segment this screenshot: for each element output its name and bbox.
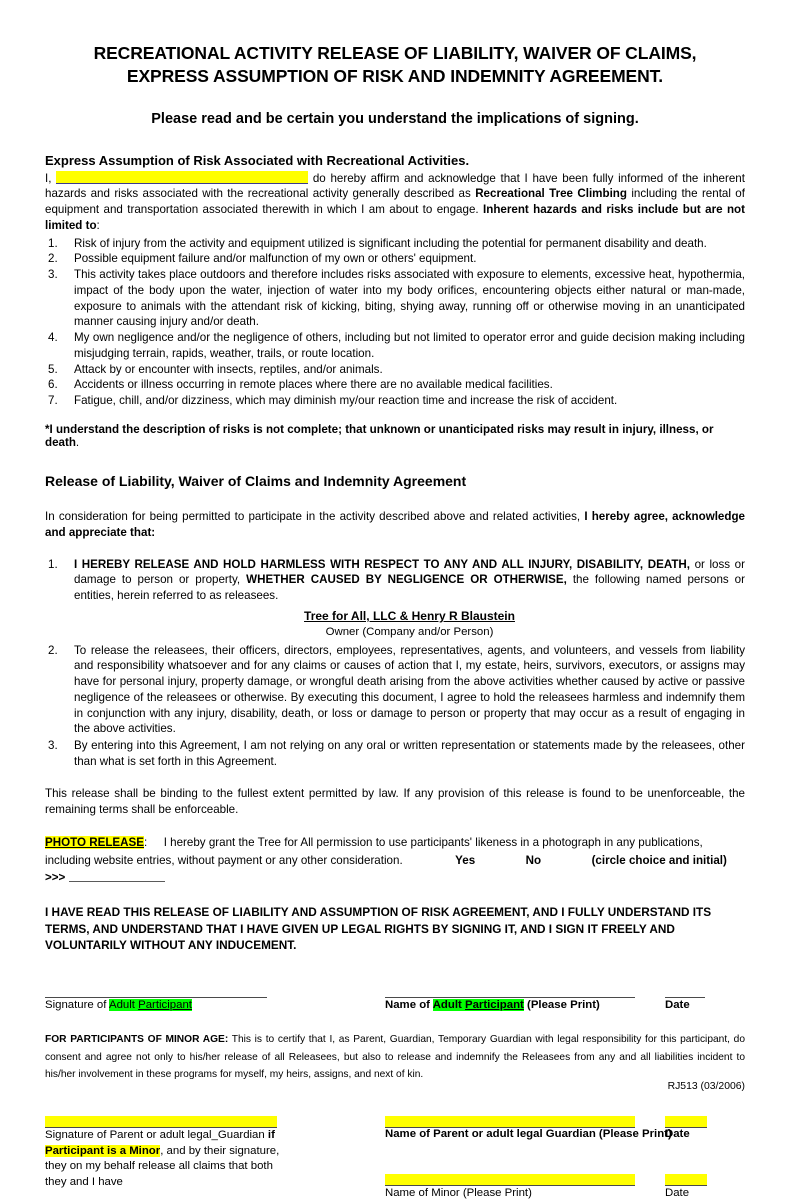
guardian-sig-label-highlight: Participant is a Minor [45,1144,161,1157]
releasee-caption: Owner (Company and/or Person) [325,626,494,639]
guardian-name-highlight-bar[interactable] [385,1116,635,1127]
guardian-labels-area [45,1128,745,1202]
risk-item: Accidents or illness occurring in remote places where there are no available medical facilities. [74,378,553,392]
adult-sig-hl-word-2: Participant [138,999,192,1012]
intro-continued: including the rental of equipment and transportation associated therewith in which I am about to engage. [45,187,745,217]
risk-item: Risk of injury from the activity and equipment utilized is significant including the potential for permanent disability and death. [74,236,707,250]
photo-release-instruction: (circle choice and initial) >>> [45,853,727,885]
risk-item: My own negligence and/or the negligence of others, including but not limited to operator error and guide decision making including misjudging terrain, rapids, weather, trails, or route location. [74,331,745,360]
section-heading-risk: Express Assumption of Risk Associated with Recreational Activities. [45,152,470,168]
participant-name-blank[interactable] [56,171,308,184]
guardian-sig-label-if: if [267,1128,275,1141]
intro-bold-tail: Inherent hazards and risks include but are not limited to [45,203,745,232]
minor-notice-body: This is to certify that I, as Parent, Guardian, Temporary Guardian with legal responsibility for this participant, do consent and agree not only to his/her release of all Releasees, but also to release and indemnify the Releasees from any and all liabilities incident to his/her involvement in these programs for myself, my heirs, assigns, and next of kin. [45,1034,745,1081]
guardian-signature-row [45,1102,745,1128]
release-item-1 [45,557,745,641]
adult-name-label-prefix: Name of [385,999,430,1012]
consideration-part-b: I hereby agree, acknowledge and appreciate that: [45,510,745,539]
adult-name-hl-word-1: Adult [432,999,462,1012]
risk-disclaimer-text: *I understand the description of risks is not complete; that unknown or unanticipated risks may result in injury, illness, or death [45,423,714,450]
acknowledgement-paragraph: I HAVE READ THIS RELEASE OF LIABILITY AND ASSUMPTION OF RISK AGREEMENT, AND I FULLY UNDERSTAND ITS TERMS, AND UNDERSTAND THAT I HAVE GIVEN UP LEGAL RIGHTS BY SIGNING IT, AND I SIGN IT FREELY AND VOLUNTARILY WITHOUT ANY INDUCEMENT. [45,905,712,953]
risk-disclaimer-period: . [75,436,80,450]
adult-date-field[interactable] [665,997,705,1011]
guardian-sig-label-lead: Signature of Parent or adult legal_Guardian [45,1128,265,1141]
release-list [45,557,745,770]
photo-release-text: I hereby grant the Tree for All permission to use participants' likeness in a photograph in any publications, including website entries, without payment or any other consideration. [45,836,703,867]
minor-date-field[interactable] [665,1174,707,1199]
adult-signature-row [45,979,745,1011]
risk-disclaimer-note [45,423,745,449]
page-title [45,42,745,89]
guardian-sig-label-tail: , and by their signature, they on my behalf release all claims that both they and I have [45,1144,280,1189]
adult-name-line[interactable] [385,997,635,998]
activity-name: Recreational Tree Climbing [475,187,627,201]
photo-release-yes-option[interactable]: Yes [455,853,476,867]
adult-name-field[interactable] [385,997,635,1011]
minor-name-line[interactable] [385,1185,635,1186]
risk-item: Possible equipment failure and/or malfunction of my own or others' equipment. [74,252,477,266]
guardian-signature-highlight-bar[interactable] [45,1116,277,1127]
risk-item: Attack by or encounter with insects, reptiles, and/or animals. [74,362,383,376]
adult-sig-hl-word-1: Adult [108,999,135,1012]
guardian-name-label: Name of Parent or adult legal Guardian (Please Print) [385,1127,672,1140]
intro-prefix: I, [45,171,52,185]
title-line-2: EXPRESS ASSUMPTION OF RISK AND INDEMNITY AGREEMENT. [126,66,664,87]
adult-signature-line[interactable] [45,997,267,998]
release-item-1-plain-a: or loss or damage to person or property, [74,557,745,587]
guardian-signature-label [45,1128,290,1191]
adult-sig-highlight [109,999,192,1011]
photo-release-paragraph [45,834,745,886]
releasee-name-text: Tree for All, LLC & Henry R Blaustein [304,608,515,623]
adult-name-hl-word-2: Participant [464,999,524,1012]
minor-date-highlight-bar[interactable] [665,1174,707,1185]
minor-name-highlight-bar[interactable] [385,1174,635,1185]
intro-after-blank: do hereby affirm and acknowledge that I have been fully informed of the inherent hazards and risks associated with the recreational activity generally described as [45,171,745,201]
consideration-part-a: In consideration for being permitted to participate in the activity described above and related activities, [45,510,581,524]
releasee-name [74,608,745,624]
adult-date-line[interactable] [665,997,705,998]
photo-release-initial-blank[interactable] [69,870,165,882]
adult-signature-field[interactable] [45,997,267,1011]
risk-list [45,236,745,409]
adult-name-label [385,999,635,1011]
minor-date-label: Date [665,1186,690,1199]
intro-colon: : [96,218,100,232]
risk-intro-paragraph [45,171,745,234]
binding-paragraph: This release shall be binding to the fullest extent permitted by law. If any provision of this release is found to be unenforceable, the remaining terms shall be enforceable. [45,786,745,816]
guardian-signature-field[interactable] [45,1116,277,1128]
minor-name-field[interactable] [385,1174,635,1199]
minor-age-notice [45,1031,745,1084]
guardian-date-field[interactable] [665,1116,707,1128]
release-item-3: By entering into this Agreement, I am not relying on any oral or written representation or statements made by the releasees, other than what is set forth in this Agreement. [74,739,745,769]
consideration-paragraph [45,509,745,541]
document-subtitle: Please read and be certain you understand the implications of signing. [151,110,639,127]
release-item-2: To release the releasees, their officers, directors, employees, representatives, agents, and volunteers, and vessels from liability and responsibility whatsoever and for any claims or causes of action that I, my estate, heirs, survivors, executors, or assigns may have for personal injury, property damage, or wrongful death arising from the above activities whether caused by active or passive negligence of the releasees or otherwise. By executing this document, I agree to hold the releasees harmless and indemnify them in conjunction with any injury, disability, death, or loss or damage to person or property that may occur as a result of engaging in the above activities. [74,643,745,736]
risk-item: This activity takes place outdoors and therefore includes risks associated with exposure to elements, excessive heat, hypothermia, impact of the body upon the water, injection of water into my body orifices, encountering objects either natural or man-made, exposure to animals with the attendant risk of kicking, biting, shying away, running off or otherwise moving in an unanticipated manner causing injury and/or death. [74,268,745,329]
release-item-1-plain-b: the following named persons or entities, herein referred to as releasees. [74,573,745,603]
guardian-name-field[interactable] [385,1116,635,1128]
adult-sig-label-prefix: Signature of [45,999,107,1012]
photo-release-label: PHOTO RELEASE [45,836,144,850]
adult-name-highlight [433,999,524,1011]
minor-notice-lead: FOR PARTICIPANTS OF MINOR AGE: [45,1034,229,1046]
section-heading-release: Release of Liability, Waiver of Claims and Indemnity Agreement [45,473,467,490]
title-line-1: RECREATIONAL ACTIVITY RELEASE OF LIABILITY, WAIVER OF CLAIMS, [93,43,697,63]
adult-name-label-suffix: (Please Print) [527,999,600,1012]
form-code-footer: RJ513 (03/2006) [667,1081,745,1092]
photo-release-colon: : [144,836,148,850]
risk-item: Fatigue, chill, and/or dizziness, which may diminish my/our reaction time and increase the risk of accident. [74,394,618,408]
minor-name-label: Name of Minor (Please Print) [385,1186,532,1199]
guardian-date-label: Date [665,1127,690,1140]
minor-date-line[interactable] [665,1185,707,1186]
release-item-1-bold-a: I HEREBY RELEASE AND HOLD HARMLESS WITH RESPECT TO ANY AND ALL INJURY, DISABILITY, DEATH, [74,557,691,571]
release-item-1-bold-b: WHETHER CAUSED BY NEGLIGENCE OR OTHERWISE, [246,573,567,587]
photo-release-no-option[interactable]: No [525,853,542,867]
guardian-date-highlight-bar[interactable] [665,1116,707,1127]
adult-date-label: Date [665,999,690,1012]
adult-signature-label [45,999,267,1011]
